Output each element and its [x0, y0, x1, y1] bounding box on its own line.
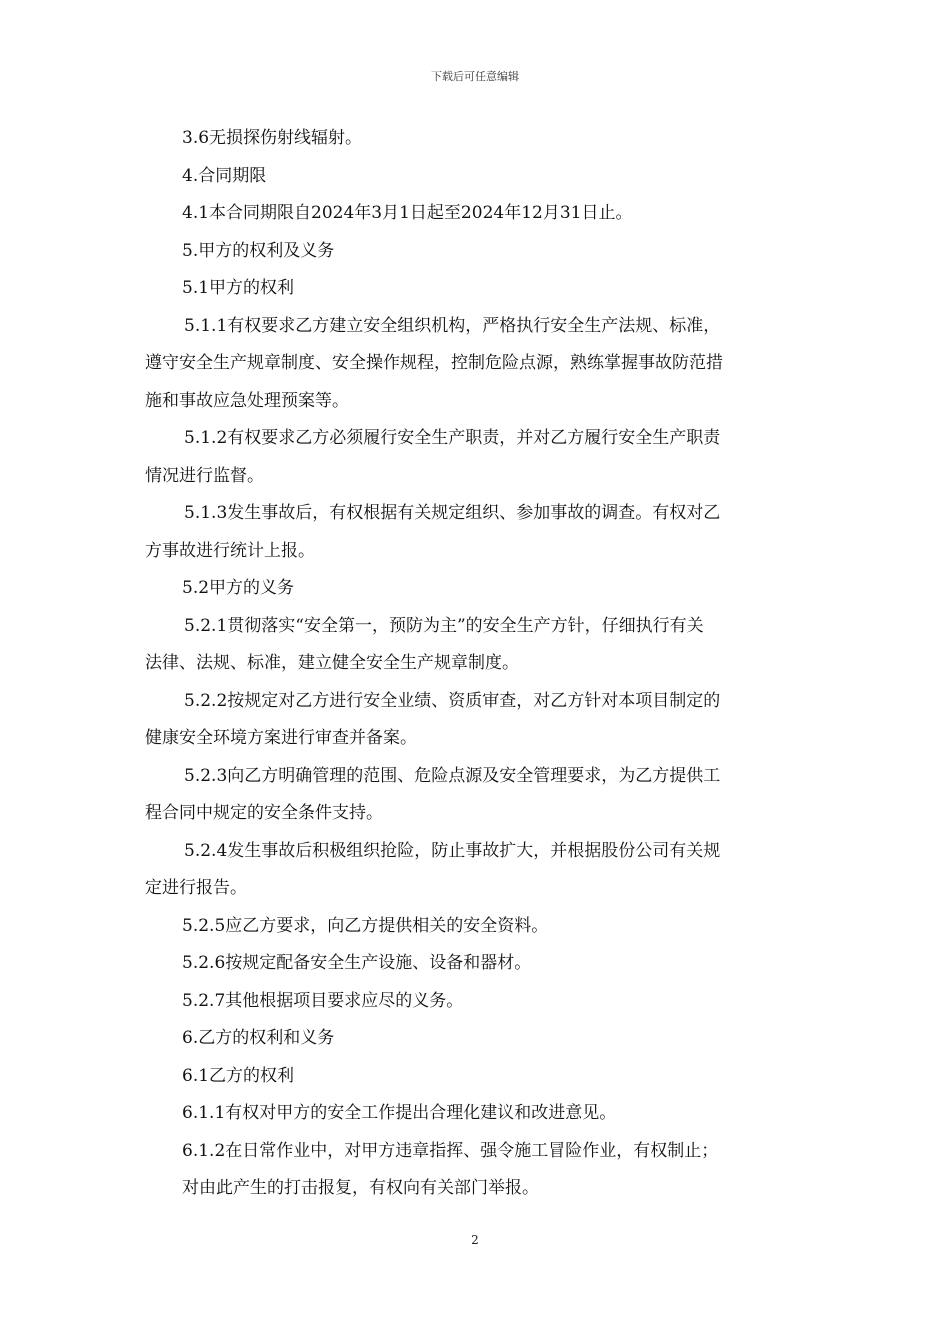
clause-5-2-6: 5.2.6按规定配备安全生产设施、设备和器材。: [182, 953, 532, 973]
subsection-6-1-heading: 6.1乙方的权利: [182, 1065, 295, 1086]
clause-5-2-2-line1: 5.2.2按规定对乙方进行安全业绩、资质审查，对乙方针对本项目制定的: [184, 690, 721, 711]
page-header-note: 下载后可任意编辑: [431, 70, 519, 83]
section-5-heading: 5.甲方的权利及义务: [182, 240, 335, 261]
clause-5-1-2-line1: 5.1.2有权要求乙方必须履行安全生产职责，并对乙方履行安全生产职责: [184, 428, 721, 448]
clause-5-2-2-line2: 健康安全环境方案进行审查并备案。: [145, 728, 417, 748]
clause-5-2-3-line1: 5.2.3向乙方明确管理的范围、危险点源及安全管理要求，为乙方提供工: [184, 765, 721, 786]
clause-5-2-5: 5.2.5应乙方要求，向乙方提供相关的安全资料。: [182, 915, 549, 936]
clause-5-1-1-line2: 遵守安全生产规章制度、安全操作规程，控制危险点源，熟练掌握事故防范措: [145, 353, 723, 373]
page-number: 2: [471, 1233, 479, 1247]
clause-4-1: 4.1本合同期限自2024年3月1日起至2024年12月31日止。: [182, 203, 633, 223]
clause-3-6: 3.6无损探伤射线辐射。: [182, 128, 363, 148]
clause-6-1-1: 6.1.1有权对甲方的安全工作提出合理化建议和改进意见。: [182, 1103, 617, 1123]
subsection-5-2-heading: 5.2甲方的义务: [182, 578, 295, 598]
clause-5-2-1-line1: 5.2.1贯彻落实“安全第一，预防为主”的安全生产方针，仔细执行有关: [184, 615, 704, 636]
clause-5-2-4-line1: 5.2.4发生事故后积极组织抢险，防止事故扩大，并根据股份公司有关规: [184, 840, 721, 861]
clause-6-1-2-line1: 6.1.2在日常作业中，对甲方违章指挥、强令施工冒险作业，有权制止；: [182, 1140, 719, 1161]
clause-5-1-2-line2: 情况进行监督。: [145, 465, 264, 486]
clause-5-2-4-line2: 定进行报告。: [145, 878, 247, 898]
clause-5-1-1-line1: 5.1.1有权要求乙方建立安全组织机构，严格执行安全生产法规、标准，: [184, 315, 721, 336]
clause-5-2-1-line2: 法律、法规、标准，建立健全安全生产规章制度。: [145, 653, 519, 673]
document-body: [145, 120, 810, 1208]
clause-6-1-2-line2: 对由此产生的打击报复，有权向有关部门举报。: [182, 1178, 539, 1198]
clause-5-1-3-line2: 方事故进行统计上报。: [145, 540, 315, 561]
clause-5-2-7: 5.2.7其他根据项目要求应尽的义务。: [182, 990, 464, 1011]
section-6-heading: 6.乙方的权利和义务: [182, 1028, 335, 1048]
clause-5-2-3-line2: 程合同中规定的安全条件支持。: [145, 803, 383, 823]
clause-5-1-1-line3: 施和事故应急处理预案等。: [145, 390, 349, 411]
clause-5-1-3-line1: 5.1.3发生事故后，有权根据有关规定组织、参加事故的调查。有权对乙: [184, 503, 721, 523]
subsection-5-1-heading: 5.1甲方的权利: [182, 278, 295, 298]
section-4-heading: 4.合同期限: [182, 165, 267, 186]
